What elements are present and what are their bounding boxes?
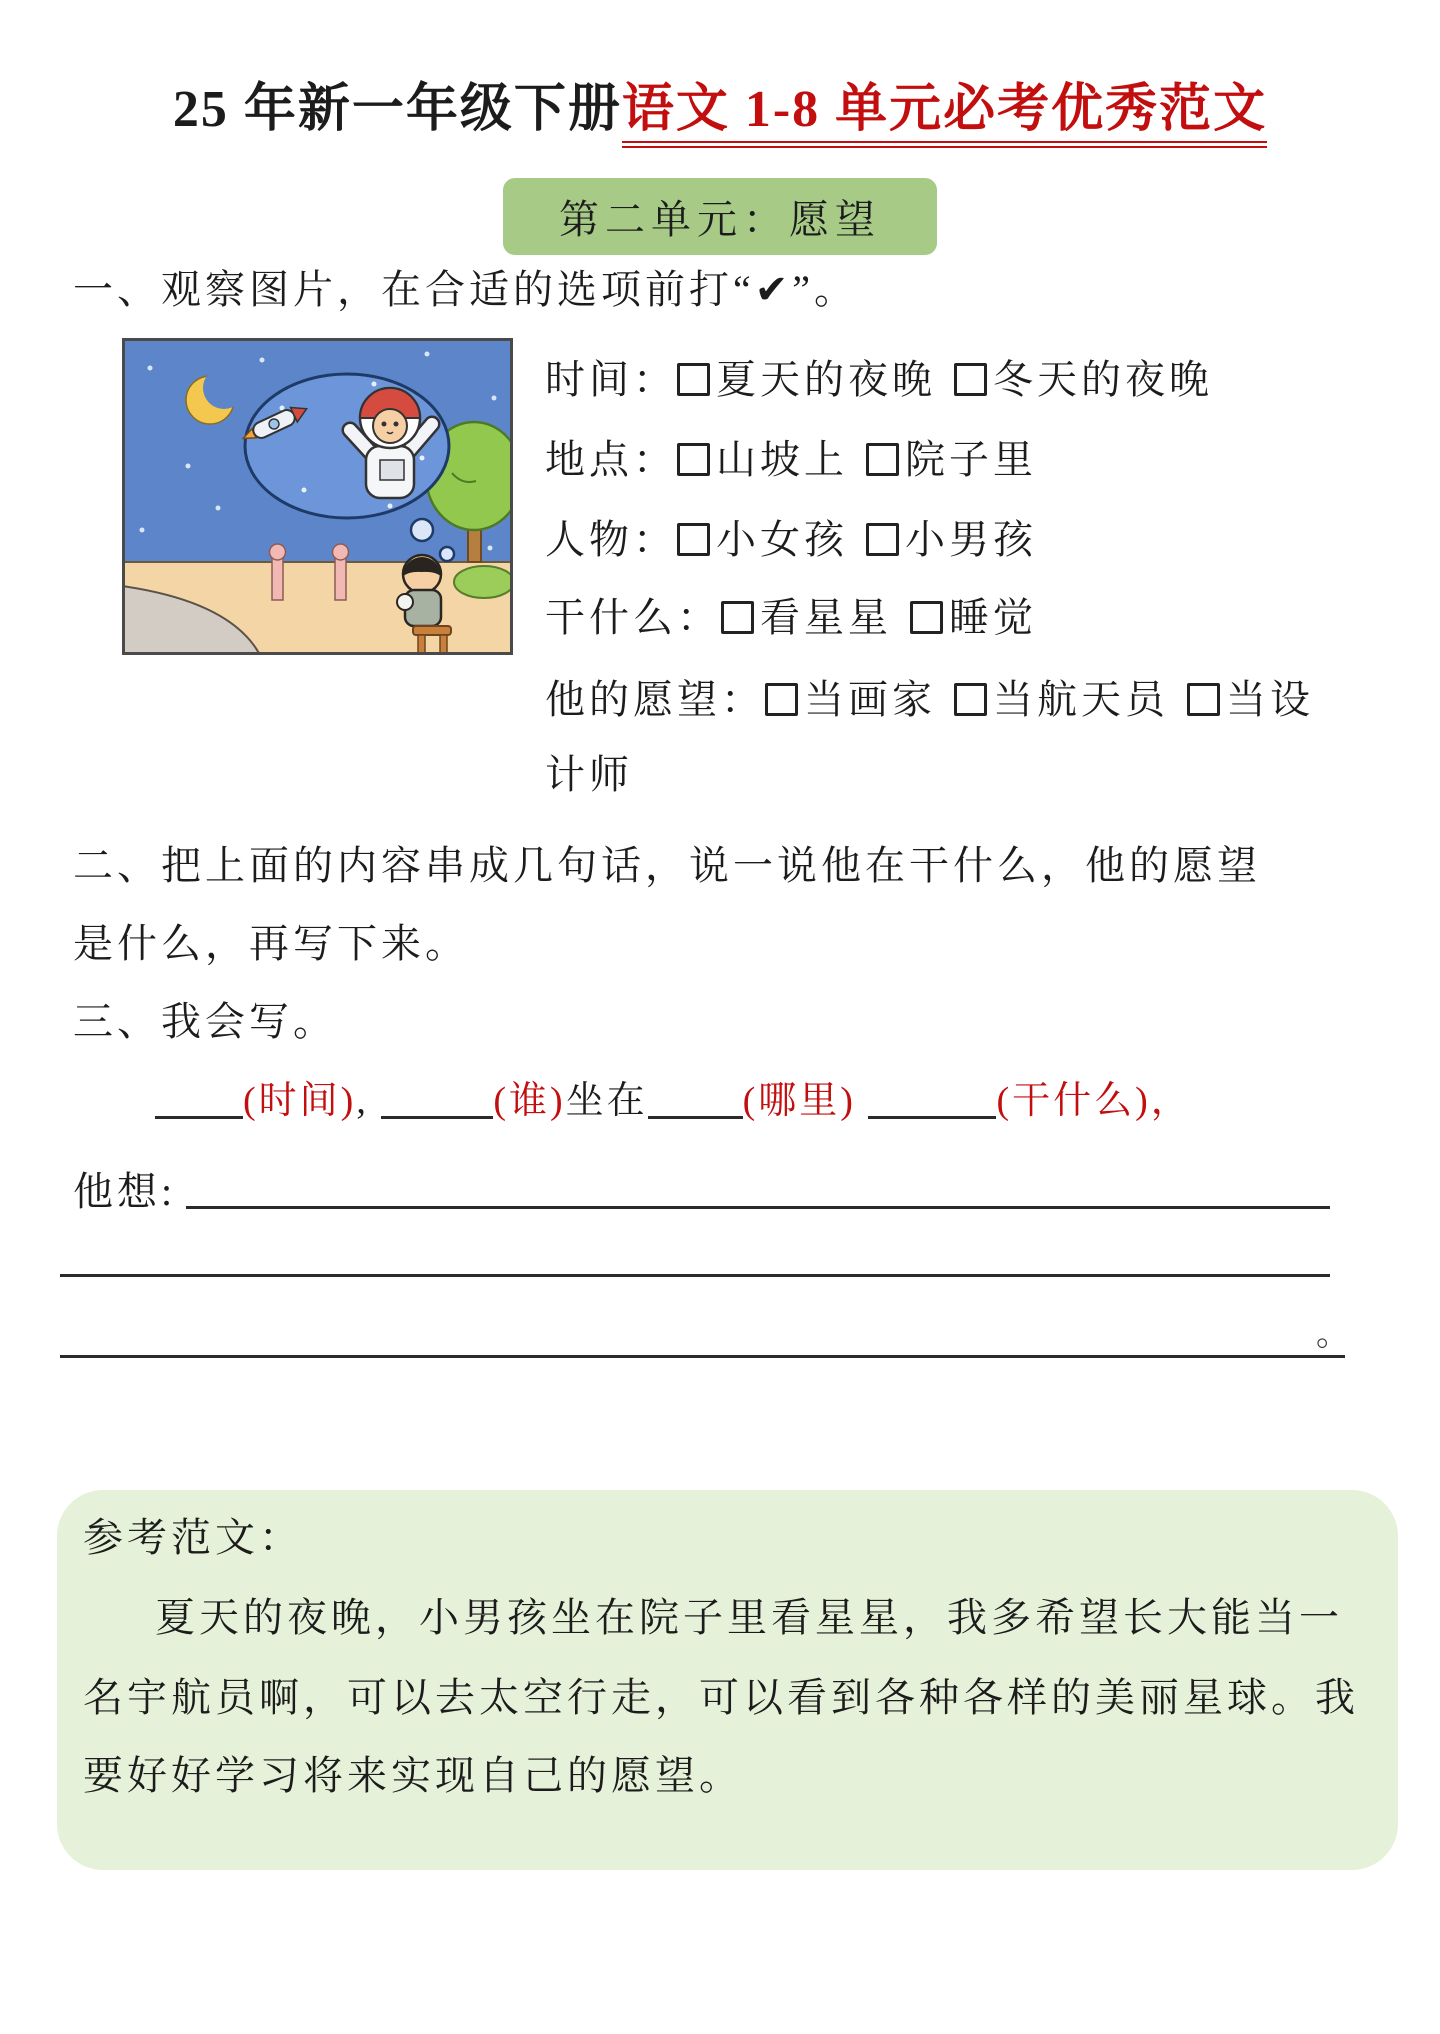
hint-who: (谁) (493, 1080, 566, 1122)
comma: , (356, 1080, 369, 1122)
sentence-end-period: 。 (1316, 1316, 1350, 1353)
checkbox-icon[interactable] (910, 601, 943, 634)
option-label: 当航天员 (993, 677, 1169, 722)
reference-line3: 要好好学习将来实现自己的愿望。 (83, 1753, 743, 1798)
question-label: 他的愿望： (545, 677, 765, 722)
option (677, 517, 848, 562)
fill-in-sentence (155, 1076, 1192, 1125)
option (721, 595, 892, 640)
question-row-person (545, 516, 1055, 564)
option (910, 595, 1037, 640)
checkbox-icon[interactable] (721, 601, 754, 634)
hint-time: (时间) (243, 1080, 357, 1122)
writing-blank-line (186, 1160, 1330, 1209)
option-label: 当设 (1226, 677, 1314, 722)
option-label: 当画家 (804, 677, 936, 722)
blank-time (155, 1076, 243, 1119)
question-label: 地点： (545, 437, 677, 482)
question-label: 人物： (545, 517, 677, 562)
hint-where: (哪里) (742, 1080, 856, 1122)
checkbox-icon[interactable] (677, 443, 710, 476)
checkbox-icon[interactable] (677, 363, 710, 396)
unit-badge: 第二单元：愿望 (503, 178, 937, 255)
option-label: 小男孩 (905, 517, 1037, 562)
checkbox-icon[interactable] (954, 683, 987, 716)
option-label: 夏天的夜晚 (716, 357, 936, 402)
question-row-time (545, 356, 1231, 404)
option-label: 看星星 (760, 595, 892, 640)
option-label: 睡觉 (949, 595, 1037, 640)
page-title (0, 66, 1440, 141)
option (954, 357, 1213, 402)
checkbox-icon[interactable] (1187, 683, 1220, 716)
option-label: 山坡上 (716, 437, 848, 482)
section-two-heading-line1: 二、把上面的内容串成几句话，说一说他在干什么，他的愿望 (73, 843, 1261, 888)
reference-essay-box (57, 1490, 1398, 1870)
blank-what (868, 1076, 996, 1119)
option (954, 677, 1169, 722)
checkbox-icon[interactable] (866, 443, 899, 476)
option-label: 冬天的夜晚 (993, 357, 1213, 402)
option (1187, 677, 1314, 722)
section-three-heading: 三、我会写。 (73, 999, 337, 1044)
section-one-heading: 一、观察图片，在合适的选项前打“✔”。 (73, 267, 859, 312)
option-label: 小女孩 (716, 517, 848, 562)
option (866, 517, 1037, 562)
writing-blank-line (60, 1274, 1330, 1277)
checkbox-icon[interactable] (765, 683, 798, 716)
he-thinks-line (73, 1160, 1330, 1217)
checkbox-icon[interactable] (954, 363, 987, 396)
question-row-place (545, 436, 1055, 484)
checkbox-icon[interactable] (677, 523, 710, 556)
sit-text: 坐在 (565, 1080, 648, 1122)
bush (454, 566, 513, 598)
he-thinks-label: 他想: (73, 1169, 177, 1214)
scene-illustration (122, 338, 513, 655)
comma-red: ， (1150, 1080, 1192, 1122)
writing-blank-line (60, 1355, 1345, 1358)
title-black-part: 25 年新一年级下册 (172, 81, 622, 138)
question-row-activity (545, 594, 1055, 642)
reference-line1: 夏天的夜晚，小男孩坐在院子里看星星，我多希望长大能当一 (155, 1595, 1343, 1640)
option (677, 437, 848, 482)
blank-who (381, 1076, 493, 1119)
question-row-wish (545, 676, 1332, 724)
reference-label: 参考范文： (83, 1515, 303, 1560)
wish-option-wrapped-text: 计师 (545, 752, 633, 797)
reference-line2: 名宇航员啊，可以去太空行走，可以看到各种各样的美丽星球。我 (83, 1675, 1359, 1720)
question-label: 时间： (545, 357, 677, 402)
option (866, 437, 1037, 482)
blank-where (648, 1076, 743, 1119)
option-label: 院子里 (905, 437, 1037, 482)
checkbox-icon[interactable] (866, 523, 899, 556)
hint-what: (干什么) (996, 1080, 1151, 1122)
question-label: 干什么： (545, 595, 721, 640)
title-red-highlight: 语文 1-8 单元必考优秀范文 (622, 81, 1267, 148)
section-two-heading-line2: 是什么，再写下来。 (73, 921, 469, 966)
option (765, 677, 936, 722)
option (677, 357, 936, 402)
